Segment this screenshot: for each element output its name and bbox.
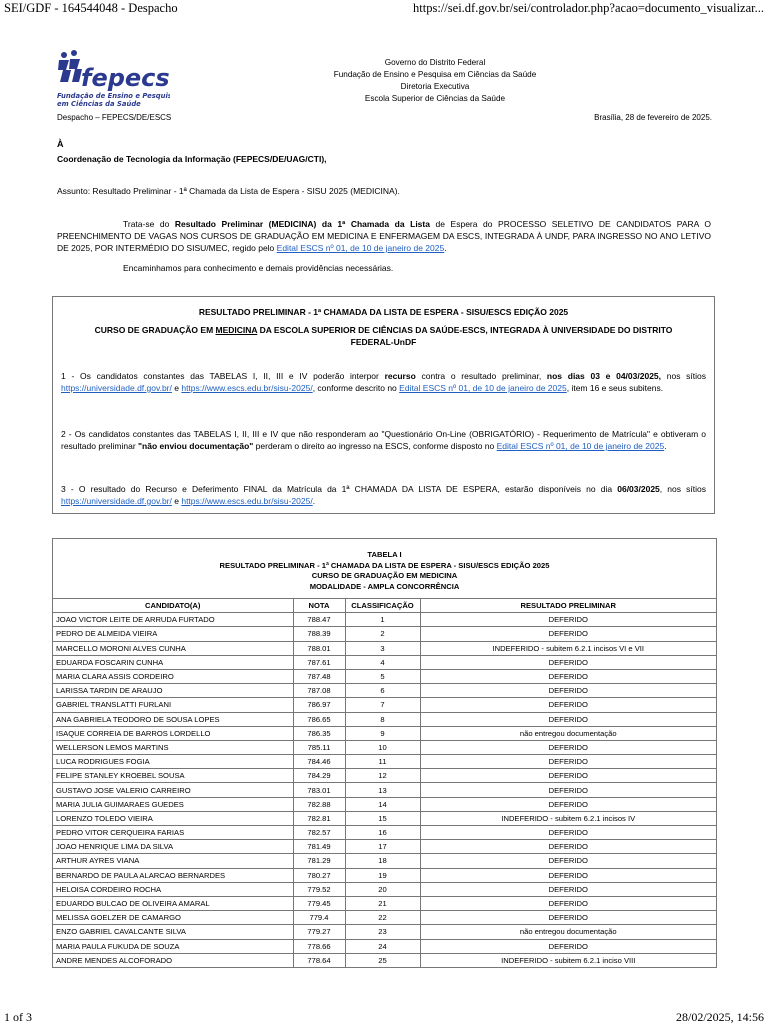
- table-row: [53, 840, 716, 854]
- candidate-name: LARISSA TARDIN DE ARAUJO: [53, 684, 293, 698]
- fepecs-logo: [55, 48, 170, 110]
- page-url[interactable]: https://sei.df.gov.br/sei/controlador.php?acao=documento_visualizar...: [413, 1, 764, 15]
- page-counter: 1 of 3: [4, 1010, 32, 1024]
- notice-subtitle: CURSO DE GRADUAÇÃO EM MEDICINA DA ESCOLA SUPERIOR DE CIÊNCIAS DA SAÚDE-ESCS, INTEGRADA À UNIVERSIDADE DO DISTRITO FEDERAL-UnDF: [94, 325, 673, 347]
- rank: 2: [345, 627, 420, 641]
- candidate-name: ANA GABRIELA TEODORO DE SOUSA LOPES: [53, 712, 293, 726]
- table-row: [53, 627, 716, 641]
- escs-link[interactable]: https://www.escs.edu.br/sisu-2025/: [181, 383, 313, 393]
- result: DEFERIDO: [420, 669, 716, 683]
- candidate-name: EDUARDA FOSCARIN CUNHA: [53, 655, 293, 669]
- inst-line: Escola Superior de Ciências da Saúde: [364, 94, 506, 103]
- score: 787.61: [293, 655, 345, 669]
- candidate-name: WELLERSON LEMOS MARTINS: [53, 740, 293, 754]
- rank: 23: [345, 925, 420, 939]
- candidate-name: LORENZO TOLEDO VIEIRA: [53, 811, 293, 825]
- col-candidate: CANDIDATO(A): [53, 599, 293, 613]
- table-title: TABELA I RESULTADO PRELIMINAR - 1ª CHAMADA DA LISTA DE ESPERA - SISU/ESCS EDIÇÃO 2025 CURSO DE GRADUAÇÃO EM MEDICINA MODALIDADE - AMPLA CONCORRÊNCIA: [53, 539, 716, 599]
- table-row: [53, 911, 716, 925]
- result: DEFERIDO: [420, 783, 716, 797]
- logo-text: fepecs: [81, 64, 170, 92]
- result: DEFERIDO: [420, 854, 716, 868]
- score: 780.27: [293, 868, 345, 882]
- table-row: [53, 868, 716, 882]
- closing-paragraph: Encaminhamos para conhecimento e demais providências necessárias.: [123, 263, 394, 273]
- table-row: [53, 939, 716, 953]
- table-row: [53, 769, 716, 783]
- page-title: SEI/GDF - 164544048 - Despacho: [4, 1, 178, 15]
- score: 782.81: [293, 811, 345, 825]
- candidate-name: PEDRO DE ALMEIDA VIEIRA: [53, 627, 293, 641]
- table-row: [53, 669, 716, 683]
- table-header-row: [53, 599, 716, 613]
- score: 781.29: [293, 854, 345, 868]
- candidate-name: HELOISA CORDEIRO ROCHA: [53, 882, 293, 896]
- rank: 13: [345, 783, 420, 797]
- score: 784.46: [293, 755, 345, 769]
- result: DEFERIDO: [420, 826, 716, 840]
- rank: 22: [345, 911, 420, 925]
- rank: 19: [345, 868, 420, 882]
- score: 785.11: [293, 740, 345, 754]
- rank: 1: [345, 613, 420, 627]
- edital-link[interactable]: Edital ESCS nº 01, de 10 de janeiro de 2025: [276, 243, 445, 253]
- inst-line: Diretoria Executiva: [400, 82, 470, 91]
- score: 779.4: [293, 911, 345, 925]
- result: DEFERIDO: [420, 684, 716, 698]
- rank: 21: [345, 896, 420, 910]
- result: DEFERIDO: [420, 712, 716, 726]
- score: 782.88: [293, 797, 345, 811]
- score: 779.27: [293, 925, 345, 939]
- score: 779.52: [293, 882, 345, 896]
- table-row: [53, 712, 716, 726]
- notice-item-1: 1 - Os candidatos constantes das TABELAS I, II, III e IV poderão interpor recurso contra o resultado preliminar, nos dias 03 e 04/03/2025, nos sítios https://universidade.df.gov.br/ e https://www.escs.edu.br/sisu-2025/, conforme descrito no Edital ESCS nº 01, de 10 de janeiro de 2025, item 16 e seus subitens.: [61, 371, 706, 393]
- score: 781.49: [293, 840, 345, 854]
- result: INDEFERIDO - subitem 6.2.1 inciso VIII: [420, 953, 716, 967]
- result: DEFERIDO: [420, 797, 716, 811]
- results-table: [52, 538, 717, 968]
- result: DEFERIDO: [420, 939, 716, 953]
- result: DEFERIDO: [420, 896, 716, 910]
- result: DEFERIDO: [420, 698, 716, 712]
- rank: 7: [345, 698, 420, 712]
- undf-link[interactable]: https://universidade.df.gov.br/: [61, 383, 172, 393]
- result: DEFERIDO: [420, 740, 716, 754]
- inst-line: Fundação de Ensino e Pesquisa em Ciências da Saúde: [333, 70, 537, 79]
- score: 786.97: [293, 698, 345, 712]
- result: INDEFERIDO - subitem 6.2.1 incisos IV: [420, 811, 716, 825]
- recipient-prefix: À: [57, 139, 64, 149]
- candidate-name: GABRIEL TRANSLATTI FURLANI: [53, 698, 293, 712]
- rank: 5: [345, 669, 420, 683]
- table-row: [53, 896, 716, 910]
- result: não entregou documentação: [420, 726, 716, 740]
- candidate-name: LUCA RODRIGUES FOGIA: [53, 755, 293, 769]
- candidate-name: FELIPE STANLEY KROEBEL SOUSA: [53, 769, 293, 783]
- rank: 25: [345, 953, 420, 967]
- candidate-name: ENZO GABRIEL CAVALCANTE SILVA: [53, 925, 293, 939]
- table-row: [53, 882, 716, 896]
- notice-item-3: 3 - O resultado do Recurso e Deferimento FINAL da Matrícula da 1ª CHAMADA DA LISTA DE ESPERA, estarão disponíveis no dia 06/03/2025, nos sítios https://universidade.df.gov.br/ e https://www.escs.edu.br/sisu-2025/.: [61, 484, 706, 506]
- rank: 4: [345, 655, 420, 669]
- result: DEFERIDO: [420, 655, 716, 669]
- score: 788.47: [293, 613, 345, 627]
- candidate-name: MARCELLO MORONI ALVES CUNHA: [53, 641, 293, 655]
- candidate-name: GUSTAVO JOSE VALERIO CARREIRO: [53, 783, 293, 797]
- result: DEFERIDO: [420, 769, 716, 783]
- candidate-name: ISAQUE CORREIA DE BARROS LORDELLO: [53, 726, 293, 740]
- result: DEFERIDO: [420, 840, 716, 854]
- score: 779.45: [293, 896, 345, 910]
- result: DEFERIDO: [420, 868, 716, 882]
- rank: 6: [345, 684, 420, 698]
- candidate-name: JOAO HENRIQUE LIMA DA SILVA: [53, 840, 293, 854]
- rank: 12: [345, 769, 420, 783]
- table-row: [53, 811, 716, 825]
- candidate-name: MARIA CLARA ASSIS CORDEIRO: [53, 669, 293, 683]
- candidate-name: PEDRO VITOR CERQUEIRA FARIAS: [53, 826, 293, 840]
- score: 787.48: [293, 669, 345, 683]
- document-date: Brasília, 28 de fevereiro de 2025.: [594, 113, 712, 122]
- score: 784.29: [293, 769, 345, 783]
- score: 787.08: [293, 684, 345, 698]
- logo-sub2: em Ciências da Saúde: [57, 100, 141, 108]
- notice-title: RESULTADO PRELIMINAR - 1ª CHAMADA DA LISTA DE ESPERA - SISU/ESCS EDIÇÃO 2025: [198, 307, 569, 317]
- rank: 11: [345, 755, 420, 769]
- notice-box: [52, 296, 715, 514]
- table-row: [53, 953, 716, 967]
- candidate-name: MARIA JULIA GUIMARAES GUEDES: [53, 797, 293, 811]
- inst-line: Governo do Distrito Federal: [384, 58, 486, 67]
- result: DEFERIDO: [420, 911, 716, 925]
- table-row: [53, 826, 716, 840]
- rank: 9: [345, 726, 420, 740]
- result: DEFERIDO: [420, 613, 716, 627]
- score: 783.01: [293, 783, 345, 797]
- table-row: [53, 783, 716, 797]
- score: 778.66: [293, 939, 345, 953]
- undf-link[interactable]: https://universidade.df.gov.br/: [61, 496, 172, 506]
- table-row: [53, 655, 716, 669]
- table-row: [53, 755, 716, 769]
- result: DEFERIDO: [420, 627, 716, 641]
- recipient: Coordenação de Tecnologia da Informação (FEPECS/DE/UAG/CTI),: [57, 154, 327, 164]
- candidate-name: MELISSA GOELZER DE CAMARGO: [53, 911, 293, 925]
- result: não entregou documentação: [420, 925, 716, 939]
- col-rank: CLASSIFICAÇÃO: [345, 599, 420, 613]
- print-datetime: 28/02/2025, 14:56: [675, 1010, 764, 1024]
- table-row: [53, 797, 716, 811]
- result: DEFERIDO: [420, 755, 716, 769]
- candidate-name: EDUARDO BULCAO DE OLIVEIRA AMARAL: [53, 896, 293, 910]
- browser-footer: [4, 1010, 764, 1024]
- logo-sub1: Fundação de Ensino e Pesquisa: [57, 92, 170, 100]
- score: 786.65: [293, 712, 345, 726]
- despacho-id: Despacho – FEPECS/DE/ESCS: [57, 113, 172, 122]
- subject: Assunto: Resultado Preliminar - 1ª Chamada da Lista de Espera - SISU 2025 (MEDICINA).: [57, 186, 400, 196]
- rank: 14: [345, 797, 420, 811]
- col-score: NOTA: [293, 599, 345, 613]
- browser-header: [4, 0, 764, 18]
- escs-link[interactable]: https://www.escs.edu.br/sisu-2025/: [181, 496, 313, 506]
- edital-link[interactable]: Edital ESCS nº 01, de 10 de janeiro de 2025: [496, 441, 665, 451]
- result: INDEFERIDO - subitem 6.2.1 incisos VI e VII: [420, 641, 716, 655]
- candidate-name: JOAO VICTOR LEITE DE ARRUDA FURTADO: [53, 613, 293, 627]
- candidate-name: MARIA PAULA FUKUDA DE SOUZA: [53, 939, 293, 953]
- table-row: [53, 925, 716, 939]
- rank: 18: [345, 854, 420, 868]
- candidate-name: BERNARDO DE PAULA ALARCAO BERNARDES: [53, 868, 293, 882]
- rank: 20: [345, 882, 420, 896]
- rank: 17: [345, 840, 420, 854]
- rank: 24: [345, 939, 420, 953]
- table-row: [53, 698, 716, 712]
- candidate-name: ANDRE MENDES ALCOFORADO: [53, 953, 293, 967]
- score: 788.39: [293, 627, 345, 641]
- notice-item-2: 2 - Os candidatos constantes das TABELAS I, II, III e IV que não responderam ao "Questionário On-Line (OBRIGATÓRIO) - Requerimento de Matrícula" e obtiveram o resultado preliminar "não enviou documentação" perderam o direito ao ingresso na ESCS, conforme disposto no Edital ESCS nº 01, de 10 de janeiro de 2025.: [61, 429, 706, 451]
- table-row: [53, 684, 716, 698]
- table-row: [53, 726, 716, 740]
- score: 788.01: [293, 641, 345, 655]
- rank: 3: [345, 641, 420, 655]
- score: 786.35: [293, 726, 345, 740]
- result: DEFERIDO: [420, 882, 716, 896]
- rank: 15: [345, 811, 420, 825]
- intro-paragraph: Trata-se do Resultado Preliminar (MEDICINA) da 1ª Chamada da Lista de Espera do PROCESSO SELETIVO DE CANDIDATOS PARA O PREENCHIMENTO DE VAGAS NOS CURSOS DE GRADUAÇÃO EM MEDICINA E ENFERMAGEM DA ESCS, INTEGRADA À UNDF, PARA INGRESSO NO ANO LETIVO DE 2025, POR INTERMÉDIO DO SISU/MEC, regido pelo Edital ESCS nº 01, de 10 de janeiro de 2025.: [57, 219, 711, 253]
- table-row: [53, 740, 716, 754]
- edital-link[interactable]: Edital ESCS nº 01, de 10 de janeiro de 2025: [399, 383, 567, 393]
- table-row: [53, 641, 716, 655]
- rank: 10: [345, 740, 420, 754]
- score: 778.64: [293, 953, 345, 967]
- table-row: [53, 613, 716, 627]
- institution-header: [300, 57, 570, 105]
- rank: 8: [345, 712, 420, 726]
- table-row: [53, 854, 716, 868]
- score: 782.57: [293, 826, 345, 840]
- rank: 16: [345, 826, 420, 840]
- candidate-name: ARTHUR AYRES VIANA: [53, 854, 293, 868]
- col-result: RESULTADO PRELIMINAR: [420, 599, 716, 613]
